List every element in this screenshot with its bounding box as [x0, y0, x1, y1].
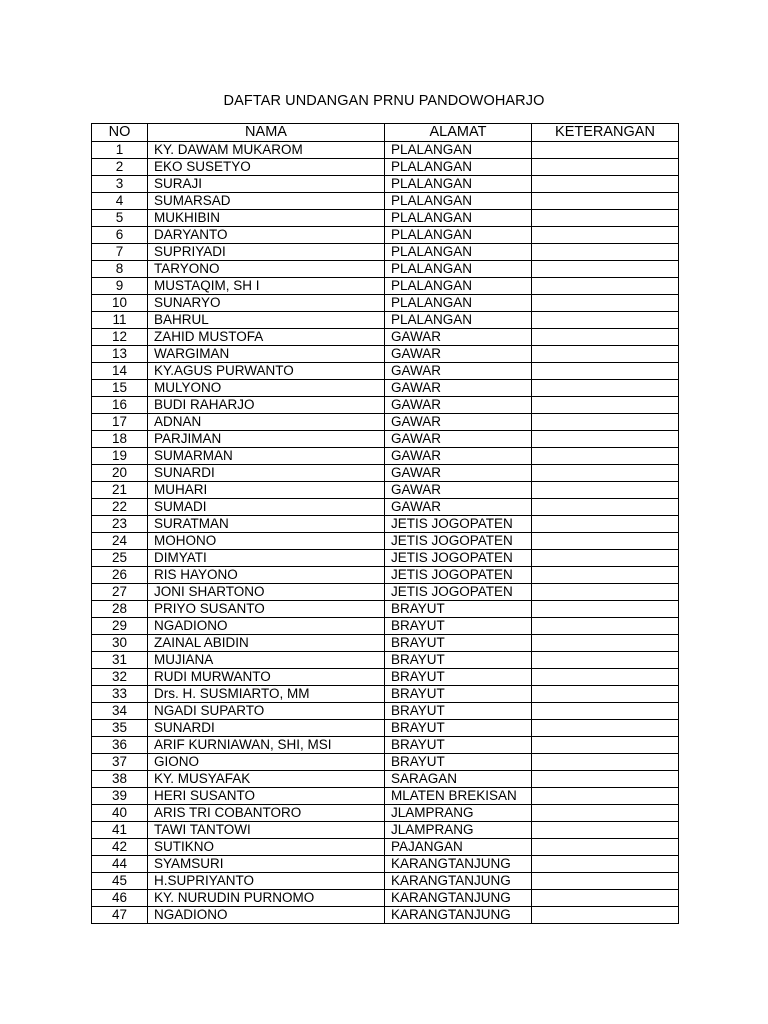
- cell-nama: SURAJI: [148, 176, 385, 193]
- cell-no: 16: [92, 397, 148, 414]
- cell-nama: MUSTAQIM, SH I: [148, 278, 385, 295]
- cell-nama: RUDI MURWANTO: [148, 669, 385, 686]
- cell-keterangan: [532, 363, 679, 380]
- cell-alamat: PLALANGAN: [385, 159, 532, 176]
- cell-alamat: MLATEN BREKISAN: [385, 788, 532, 805]
- table-row: [92, 567, 679, 584]
- cell-no: 37: [92, 754, 148, 771]
- cell-no: 34: [92, 703, 148, 720]
- cell-nama: HERI SUSANTO: [148, 788, 385, 805]
- table-row: [92, 295, 679, 312]
- cell-alamat: KARANGTANJUNG: [385, 890, 532, 907]
- table-row: [92, 635, 679, 652]
- cell-alamat: GAWAR: [385, 346, 532, 363]
- cell-keterangan: [532, 669, 679, 686]
- cell-nama: ARIS TRI COBANTORO: [148, 805, 385, 822]
- cell-alamat: BRAYUT: [385, 635, 532, 652]
- cell-keterangan: [532, 856, 679, 873]
- cell-nama: DARYANTO: [148, 227, 385, 244]
- table-row: [92, 550, 679, 567]
- cell-nama: ZAHID MUSTOFA: [148, 329, 385, 346]
- cell-no: 8: [92, 261, 148, 278]
- cell-no: 45: [92, 873, 148, 890]
- cell-keterangan: [532, 431, 679, 448]
- cell-alamat: BRAYUT: [385, 720, 532, 737]
- cell-nama: SUPRIYADI: [148, 244, 385, 261]
- cell-keterangan: [532, 397, 679, 414]
- cell-alamat: GAWAR: [385, 397, 532, 414]
- cell-no: 6: [92, 227, 148, 244]
- cell-no: 33: [92, 686, 148, 703]
- table-row: [92, 584, 679, 601]
- table-row: [92, 890, 679, 907]
- cell-no: 17: [92, 414, 148, 431]
- cell-no: 31: [92, 652, 148, 669]
- table-row: [92, 720, 679, 737]
- cell-nama: PARJIMAN: [148, 431, 385, 448]
- cell-keterangan: [532, 312, 679, 329]
- cell-alamat: BRAYUT: [385, 754, 532, 771]
- table-row: [92, 380, 679, 397]
- table-row: [92, 159, 679, 176]
- table-row: [92, 312, 679, 329]
- cell-nama: NGADIONO: [148, 907, 385, 924]
- cell-alamat: GAWAR: [385, 499, 532, 516]
- cell-no: 24: [92, 533, 148, 550]
- cell-alamat: PLALANGAN: [385, 210, 532, 227]
- cell-nama: GIONO: [148, 754, 385, 771]
- cell-nama: KY. NURUDIN PURNOMO: [148, 890, 385, 907]
- cell-no: 21: [92, 482, 148, 499]
- cell-no: 46: [92, 890, 148, 907]
- cell-no: 29: [92, 618, 148, 635]
- cell-keterangan: [532, 380, 679, 397]
- cell-keterangan: [532, 329, 679, 346]
- cell-no: 36: [92, 737, 148, 754]
- cell-nama: KY. MUSYAFAK: [148, 771, 385, 788]
- cell-nama: JONI SHARTONO: [148, 584, 385, 601]
- cell-keterangan: [532, 261, 679, 278]
- cell-nama: SUNARDI: [148, 465, 385, 482]
- table-row: [92, 686, 679, 703]
- cell-alamat: JETIS JOGOPATEN: [385, 584, 532, 601]
- cell-no: 19: [92, 448, 148, 465]
- cell-alamat: GAWAR: [385, 363, 532, 380]
- cell-no: 26: [92, 567, 148, 584]
- cell-nama: SUMARMAN: [148, 448, 385, 465]
- table-row: [92, 788, 679, 805]
- cell-nama: MUKHIBIN: [148, 210, 385, 227]
- cell-keterangan: [532, 788, 679, 805]
- table-row: [92, 363, 679, 380]
- cell-alamat: BRAYUT: [385, 737, 532, 754]
- table-row: [92, 244, 679, 261]
- cell-alamat: BRAYUT: [385, 652, 532, 669]
- cell-alamat: PLALANGAN: [385, 278, 532, 295]
- cell-keterangan: [532, 720, 679, 737]
- cell-no: 15: [92, 380, 148, 397]
- cell-nama: H.SUPRIYANTO: [148, 873, 385, 890]
- cell-no: 18: [92, 431, 148, 448]
- table-row: [92, 533, 679, 550]
- table-row: [92, 142, 679, 159]
- header-keterangan: KETERANGAN: [532, 124, 679, 142]
- cell-keterangan: [532, 635, 679, 652]
- cell-keterangan: [532, 414, 679, 431]
- cell-nama: ZAINAL ABIDIN: [148, 635, 385, 652]
- cell-alamat: GAWAR: [385, 329, 532, 346]
- table-row: [92, 499, 679, 516]
- cell-no: 30: [92, 635, 148, 652]
- cell-alamat: PLALANGAN: [385, 227, 532, 244]
- cell-no: 10: [92, 295, 148, 312]
- cell-alamat: PLALANGAN: [385, 295, 532, 312]
- cell-keterangan: [532, 142, 679, 159]
- cell-no: 9: [92, 278, 148, 295]
- cell-no: 39: [92, 788, 148, 805]
- cell-alamat: GAWAR: [385, 448, 532, 465]
- cell-no: 4: [92, 193, 148, 210]
- cell-no: 14: [92, 363, 148, 380]
- cell-keterangan: [532, 890, 679, 907]
- cell-keterangan: [532, 448, 679, 465]
- cell-alamat: BRAYUT: [385, 618, 532, 635]
- cell-keterangan: [532, 346, 679, 363]
- cell-nama: SURATMAN: [148, 516, 385, 533]
- cell-nama: MOHONO: [148, 533, 385, 550]
- cell-alamat: JETIS JOGOPATEN: [385, 533, 532, 550]
- cell-keterangan: [532, 176, 679, 193]
- cell-alamat: KARANGTANJUNG: [385, 907, 532, 924]
- cell-no: 27: [92, 584, 148, 601]
- table-row: [92, 873, 679, 890]
- cell-keterangan: [532, 159, 679, 176]
- cell-keterangan: [532, 482, 679, 499]
- cell-nama: KY.AGUS PURWANTO: [148, 363, 385, 380]
- cell-alamat: GAWAR: [385, 431, 532, 448]
- cell-alamat: GAWAR: [385, 465, 532, 482]
- cell-alamat: GAWAR: [385, 380, 532, 397]
- cell-keterangan: [532, 805, 679, 822]
- table-row: [92, 652, 679, 669]
- cell-keterangan: [532, 839, 679, 856]
- table-row: [92, 771, 679, 788]
- table-row: [92, 176, 679, 193]
- cell-alamat: PLALANGAN: [385, 244, 532, 261]
- cell-no: 2: [92, 159, 148, 176]
- table-row: [92, 210, 679, 227]
- cell-keterangan: [532, 244, 679, 261]
- table-row: [92, 414, 679, 431]
- table-row: [92, 805, 679, 822]
- cell-keterangan: [532, 771, 679, 788]
- cell-keterangan: [532, 907, 679, 924]
- cell-alamat: PLALANGAN: [385, 261, 532, 278]
- cell-nama: WARGIMAN: [148, 346, 385, 363]
- cell-no: 41: [92, 822, 148, 839]
- cell-nama: MULYONO: [148, 380, 385, 397]
- table-row: [92, 822, 679, 839]
- table-row: [92, 669, 679, 686]
- cell-nama: TAWI TANTOWI: [148, 822, 385, 839]
- table-row: [92, 856, 679, 873]
- table-row: [92, 516, 679, 533]
- cell-keterangan: [532, 618, 679, 635]
- cell-no: 40: [92, 805, 148, 822]
- cell-nama: TARYONO: [148, 261, 385, 278]
- cell-alamat: GAWAR: [385, 482, 532, 499]
- cell-alamat: JLAMPRANG: [385, 805, 532, 822]
- cell-no: 47: [92, 907, 148, 924]
- cell-nama: PRIYO SUSANTO: [148, 601, 385, 618]
- cell-keterangan: [532, 873, 679, 890]
- table-row: [92, 465, 679, 482]
- cell-keterangan: [532, 601, 679, 618]
- cell-no: 28: [92, 601, 148, 618]
- cell-alamat: JETIS JOGOPATEN: [385, 516, 532, 533]
- cell-alamat: KARANGTANJUNG: [385, 856, 532, 873]
- table-row: [92, 193, 679, 210]
- cell-nama: MUHARI: [148, 482, 385, 499]
- cell-alamat: PAJANGAN: [385, 839, 532, 856]
- table-row: [92, 737, 679, 754]
- cell-keterangan: [532, 499, 679, 516]
- cell-keterangan: [532, 703, 679, 720]
- cell-alamat: BRAYUT: [385, 601, 532, 618]
- cell-no: 1: [92, 142, 148, 159]
- cell-nama: ADNAN: [148, 414, 385, 431]
- table-row: [92, 261, 679, 278]
- cell-no: 32: [92, 669, 148, 686]
- cell-alamat: BRAYUT: [385, 686, 532, 703]
- table-row: [92, 329, 679, 346]
- cell-keterangan: [532, 465, 679, 482]
- cell-nama: EKO SUSETYO: [148, 159, 385, 176]
- cell-alamat: PLALANGAN: [385, 176, 532, 193]
- cell-no: 3: [92, 176, 148, 193]
- cell-no: 20: [92, 465, 148, 482]
- cell-nama: NGADI SUPARTO: [148, 703, 385, 720]
- cell-nama: Drs. H. SUSMIARTO, MM: [148, 686, 385, 703]
- cell-keterangan: [532, 584, 679, 601]
- header-no: NO: [92, 124, 148, 142]
- cell-nama: SUMARSAD: [148, 193, 385, 210]
- cell-alamat: JLAMPRANG: [385, 822, 532, 839]
- cell-nama: KY. DAWAM MUKAROM: [148, 142, 385, 159]
- cell-no: 42: [92, 839, 148, 856]
- cell-keterangan: [532, 295, 679, 312]
- invitation-table: [91, 123, 679, 924]
- cell-keterangan: [532, 210, 679, 227]
- table-row: [92, 448, 679, 465]
- table-row: [92, 618, 679, 635]
- cell-alamat: BRAYUT: [385, 669, 532, 686]
- header-alamat: ALAMAT: [385, 124, 532, 142]
- cell-no: 13: [92, 346, 148, 363]
- document-title: DAFTAR UNDANGAN PRNU PANDOWOHARJO: [223, 93, 545, 109]
- cell-nama: SUMADI: [148, 499, 385, 516]
- cell-keterangan: [532, 533, 679, 550]
- cell-alamat: SARAGAN: [385, 771, 532, 788]
- header-nama: NAMA: [148, 124, 385, 142]
- cell-no: 12: [92, 329, 148, 346]
- cell-alamat: BRAYUT: [385, 703, 532, 720]
- table-row: [92, 227, 679, 244]
- cell-no: 35: [92, 720, 148, 737]
- cell-no: 11: [92, 312, 148, 329]
- cell-nama: SUNARDI: [148, 720, 385, 737]
- table-row: [92, 397, 679, 414]
- cell-alamat: PLALANGAN: [385, 312, 532, 329]
- cell-nama: SUTIKNO: [148, 839, 385, 856]
- cell-no: 44: [92, 856, 148, 873]
- cell-no: 25: [92, 550, 148, 567]
- table-row: [92, 754, 679, 771]
- table-row: [92, 703, 679, 720]
- cell-nama: NGADIONO: [148, 618, 385, 635]
- cell-keterangan: [532, 737, 679, 754]
- cell-nama: DIMYATI: [148, 550, 385, 567]
- cell-nama: MUJIANA: [148, 652, 385, 669]
- cell-keterangan: [532, 686, 679, 703]
- cell-nama: BUDI RAHARJO: [148, 397, 385, 414]
- cell-keterangan: [532, 193, 679, 210]
- cell-alamat: JETIS JOGOPATEN: [385, 567, 532, 584]
- cell-keterangan: [532, 550, 679, 567]
- cell-nama: BAHRUL: [148, 312, 385, 329]
- table-row: [92, 346, 679, 363]
- cell-no: 23: [92, 516, 148, 533]
- table-row: [92, 482, 679, 499]
- table-row: [92, 431, 679, 448]
- cell-keterangan: [532, 822, 679, 839]
- table-row: [92, 601, 679, 618]
- cell-keterangan: [532, 652, 679, 669]
- table-row: [92, 278, 679, 295]
- cell-alamat: GAWAR: [385, 414, 532, 431]
- table-row: [92, 907, 679, 924]
- cell-keterangan: [532, 516, 679, 533]
- cell-keterangan: [532, 754, 679, 771]
- table-row: [92, 839, 679, 856]
- cell-nama: SYAMSURI: [148, 856, 385, 873]
- cell-no: 22: [92, 499, 148, 516]
- cell-alamat: KARANGTANJUNG: [385, 873, 532, 890]
- table-body: [92, 142, 679, 924]
- cell-nama: SUNARYO: [148, 295, 385, 312]
- cell-keterangan: [532, 227, 679, 244]
- cell-no: 5: [92, 210, 148, 227]
- cell-nama: RIS HAYONO: [148, 567, 385, 584]
- table-header-row: [92, 124, 679, 142]
- cell-no: 38: [92, 771, 148, 788]
- cell-alamat: PLALANGAN: [385, 193, 532, 210]
- cell-alamat: PLALANGAN: [385, 142, 532, 159]
- cell-keterangan: [532, 567, 679, 584]
- cell-keterangan: [532, 278, 679, 295]
- cell-nama: ARIF KURNIAWAN, SHI, MSI: [148, 737, 385, 754]
- cell-alamat: JETIS JOGOPATEN: [385, 550, 532, 567]
- cell-no: 7: [92, 244, 148, 261]
